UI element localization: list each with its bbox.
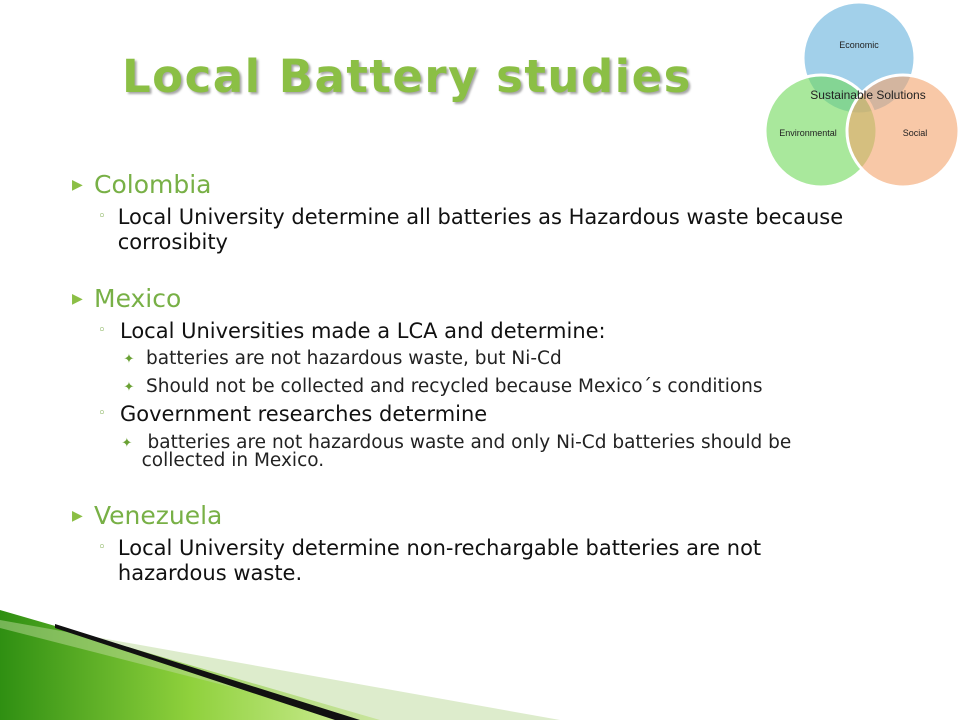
triangle-bullet-icon: ▶ — [72, 507, 83, 524]
green-wedge-decoration — [0, 610, 560, 720]
subpoint-text: Should not be collected and recycled because Mexico´s conditions — [146, 376, 763, 397]
sub-list-item — [112, 350, 872, 368]
circle-bullet-icon: ◦ — [98, 323, 106, 338]
sub-list-item — [112, 378, 872, 396]
country-name: Venezuela — [94, 501, 223, 530]
diamond-bullet-icon: ✦ — [123, 352, 135, 367]
country-name: Colombia — [94, 170, 212, 199]
list-item — [98, 319, 872, 344]
sustainability-venn-diagram — [758, 0, 960, 192]
slide-title: Local Battery studies — [122, 50, 692, 103]
subpoint-text: batteries are not hazardous waste and only Ni-Cd batteries should be collected in Mexico. — [141, 432, 798, 471]
venn-center-label: Sustainable Solutions — [810, 88, 926, 102]
venn-social-label: Social — [902, 128, 928, 138]
diamond-bullet-icon: ✦ — [121, 436, 133, 451]
section-heading — [72, 170, 872, 199]
subpoint-text: batteries are not hazardous waste, but Ni-Cd — [146, 348, 562, 369]
section-venezuela — [72, 501, 872, 586]
point-text: Local Universities made a LCA and determine: — [120, 319, 606, 343]
list-item — [98, 402, 872, 427]
circle-bullet-icon: ◦ — [98, 209, 106, 224]
section-heading — [72, 284, 872, 313]
list-item — [98, 205, 872, 255]
slide-content — [72, 170, 872, 586]
triangle-bullet-icon: ▶ — [72, 176, 83, 193]
country-name: Mexico — [94, 284, 182, 313]
section-mexico — [72, 284, 872, 470]
point-text: Local University determine all batteries as Hazardous waste because corrosibity — [117, 205, 844, 254]
list-item — [98, 536, 872, 586]
section-heading — [72, 501, 872, 530]
point-text: Local University determine non-rechargable batteries are not hazardous waste. — [117, 536, 762, 585]
triangle-bullet-icon: ▶ — [72, 290, 83, 307]
section-colombia — [72, 170, 872, 255]
diamond-bullet-icon: ✦ — [123, 380, 135, 395]
sub-list-item — [112, 434, 872, 470]
venn-environmental-label: Environmental — [779, 128, 837, 138]
venn-economic-label: Economic — [839, 40, 879, 50]
circle-bullet-icon: ◦ — [98, 540, 106, 555]
point-text: Government researches determine — [120, 402, 488, 426]
circle-bullet-icon: ◦ — [98, 406, 106, 421]
